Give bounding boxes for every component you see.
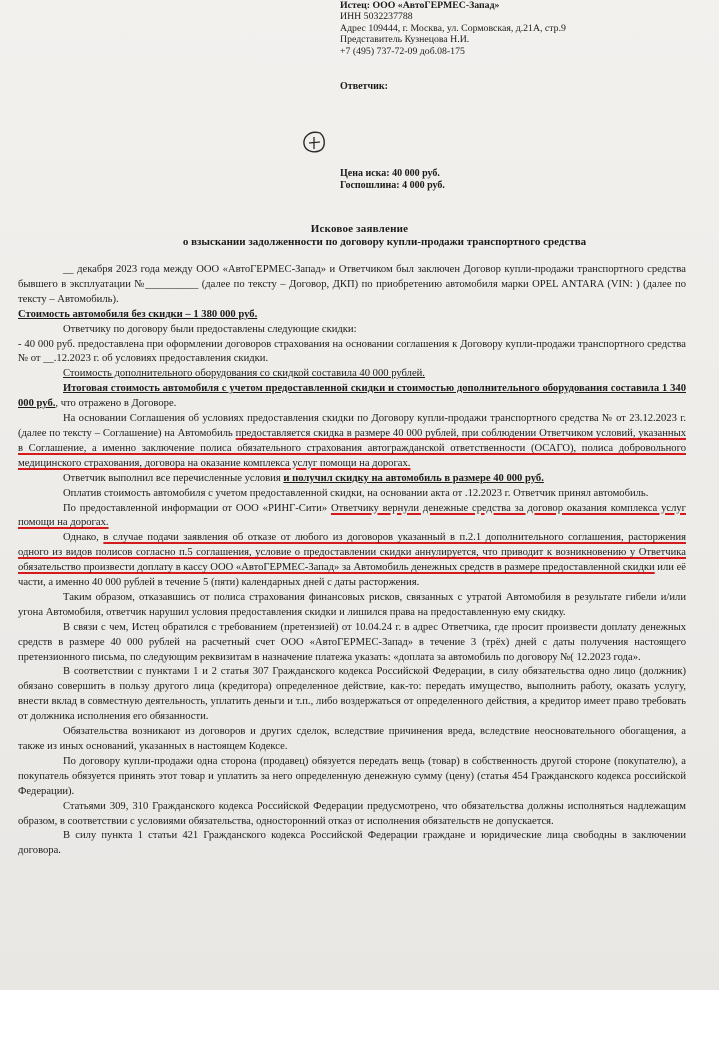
state-fee: Госпошлина: 4 000 руб. (340, 180, 445, 191)
paragraph-7 (18, 502, 686, 532)
paragraph-8 (18, 531, 686, 591)
paragraph-9: Таким образом, отказавшись от полиса страхования финансовых рисков, связанных с утратой Автомобиля в результате гибели и/или угона Автомобиля, ответчик нарушил условия предоставления скидки и лишился права на предоставленную ему скидку. (18, 591, 686, 618)
paragraph-8-text: Однако, (63, 532, 104, 544)
highlight-cancellation-terms: в случае подачи заявления об отказе от любого из договоров указанный в п.2.1 дополнительного соглашения, расторжения одного из видов полисов согласно п.5 соглашения, условие о предоставлении скидки аннулируется, что приводит к возникновению у Ответчика обязательство произвести доплату в кассу ООО «АвтоГЕРМЕС-Запад» за Автомобиль денежных средств в размере предоставленной скидки (18, 532, 686, 574)
respondent-label: Ответчик: (340, 81, 388, 92)
document-body (18, 263, 686, 859)
price-without-discount-text: Стоимость автомобиля без скидки – 1 380 000 руб. (18, 308, 258, 320)
paragraph-1 (18, 263, 686, 308)
paragraph-4-text: На основании Соглашения об условиях предоставления скидки по Договору купли-продажи транспортного средства № от 23.12.2023 г. (далее по тексту – Соглашение) на Автомобиль (18, 413, 686, 439)
discount-item: - 40 000 руб. предоставлена при оформлении договоров страхования на основании соглашения к Договору купли-продажи транспортного средства № от __.12.2023 г. об условиях предоставления скидки. (18, 338, 686, 365)
document-subtitle: о взыскании задолженности по договору купли-продажи транспортного средства (182, 236, 587, 248)
phone-line: +7 (495) 737-72-09 доб.08-175 (340, 45, 465, 57)
equipment-cost (18, 367, 686, 382)
plaintiff-line: Истец: ООО «АвтоГЕРМЕС-Запад» (340, 0, 500, 11)
representative-line: Представитель Кузнецова Н.И. (340, 34, 470, 46)
price-without-discount (18, 308, 686, 323)
paragraph-6: Оплатив стоимость автомобиля с учетом предоставленной скидки, на основании акта от .12.2023 г. Ответчик принял автомобиль. (63, 487, 649, 499)
inn-line: ИНН 5032237788 (340, 11, 413, 23)
total-cost-text: Итоговая стоимость автомобиля с учетом предоставленной скидки и стоимостью дополнительного оборудования составила 1 340 000 руб. (18, 383, 686, 410)
paragraph-13: По договору купли-продажи одна сторона (продавец) обязуется передать вещь (товар) в собственность другой стороне (покупателю), а покупатель обязуется принять этот товар и уплатить за него определенную денежную сумму (цену) (статья 454 Гражданского кодекса российской Федерации). (18, 755, 686, 797)
paragraph-2: Ответчику по договору были предоставлены следующие скидки: (63, 323, 357, 335)
paragraph-12: Обязательства возникают из договоров и других сделок, вследствие причинения вреда, вследствие неосновательного обогащения, а также из иных оснований, указанных в настоящем Кодексе. (18, 726, 686, 752)
paragraph-4 (18, 412, 686, 472)
paragraph-14: Статьями 309, 310 Гражданского кодекса Российской Федерации предусмотрено, что обязательства должны исполняться надлежащим образом, в соответствии с условиями обязательства, односторонний отказ от исполнения обязательств не допускается. (18, 800, 686, 827)
price-block (340, 168, 445, 192)
paragraph-11: В соответствии с пунктами 1 и 2 статья 307 Гражданского кодекса Российской Федерации, в силу обязательства одно лицо (должник) обязано совершить в пользу другого лица (кредитора) определенное действие, как-то: передать имущество, выполнить работу, оказать услугу, внести вклад в совместную деятельность, уплатить деньги и т.п., либо воздержаться от определенного действия, а кредитор имеет право требовать от должника исполнения его обязанности. (18, 666, 686, 723)
paragraph-10: В связи с чем, Истец обратился с требованием (претензией) от 10.04.24 г. в адрес Ответчика, где просит произвести доплату денежных средств в размере 40 000 рублей на расчетный счет ООО «АвтоГЕРМЕС-Запад» в течение 3 (трёх) дней с даты получения настоящего претензионного письма, по следующим реквизитам в назначение платежа указать: «доплата за автомобиль по договору №( 12.2023 года». (18, 621, 686, 663)
claim-price: Цена иска: 40 000 руб. (340, 168, 440, 179)
highlight-refund: Ответчику вернули денежные средства за договор оказания комплекса услуг помощи на дорогах. (18, 502, 686, 529)
header-block (340, 0, 710, 57)
paragraph-3 (18, 382, 686, 412)
paragraph-7-text: По предоставленной информации от ООО «РИНГ-Сити» (63, 502, 331, 514)
address-line: Адрес 109444, г. Москва, ул. Сормовская, д.21А, стр.9 (340, 22, 566, 34)
paragraph-5-text: Ответчик выполнил все перечисленные условия (63, 472, 284, 484)
paragraph-5 (18, 472, 686, 487)
discount-received-text: и получил скидку на автомобиль в размере 40 000 руб. (283, 472, 544, 484)
handwritten-plus-icon (300, 128, 328, 156)
total-cost-suffix: , что отражено в Договоре. (55, 398, 177, 410)
paragraph-15: В силу пункта 1 статьи 421 Гражданского кодекса Российской Федерации граждане и юридические лица свободны в заключении договора. (18, 830, 686, 857)
highlight-discount-conditions: предоставляется скидка в размере 40 000 рублей, при соблюдении Ответчиком условий, указанных в Соглашение, а именно заключение полиса обязательного страхования автогражданской ответственности (ОСАГО), полиса добровольного медицинского страхования, договора на оказание комплекса услуг помощи на дорогах. (18, 427, 686, 469)
paragraph-1-text: __ декабря 2023 года между ООО «АвтоГЕРМЕС-Запад» и Ответчиком был заключен Договор купли-продажи транспортного средства бывшего в эксплуатации №__________ (далее по тексту – Договор, ДКП) по приобретению автомобиля марки OPEL ANTARA (VIN: ) (далее по тексту – Автомобиль). (18, 264, 686, 305)
document-title: Исковое заявление (310, 223, 409, 235)
equipment-cost-text: Стоимость дополнительного оборудования со скидкой составила 40 000 рублей. (63, 368, 425, 380)
paragraph-8-tail: или её части, а именно 40 000 рублей в течение 5 (пяти) календарных дней с даты расторжения. (18, 562, 686, 589)
